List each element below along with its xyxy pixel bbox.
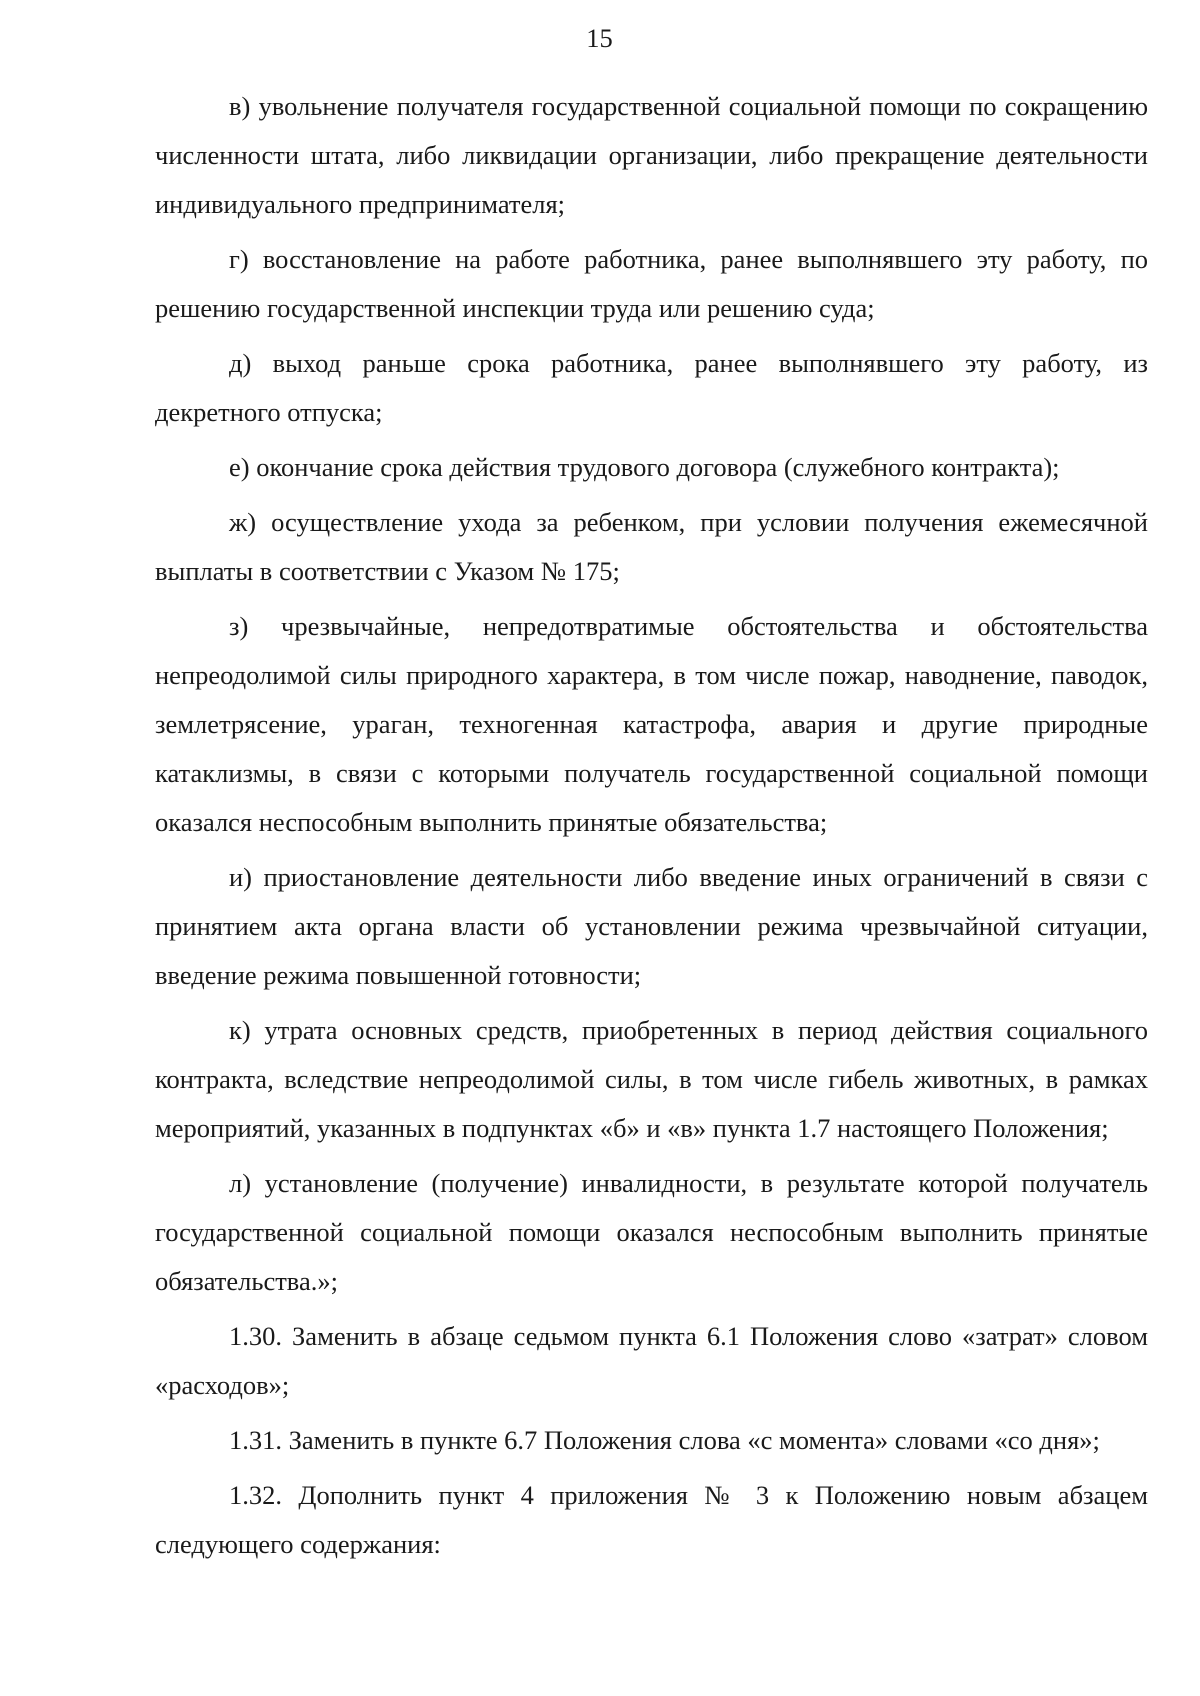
paragraph-1-32: 1.32. Дополнить пункт 4 приложения № 3 к Положению новым абзацем следующего содержания: [155,1480,1148,1559]
paragraph-e: е) окончание срока действия трудового договора (служебного контракта); [229,452,1060,482]
paragraph-z: з) чрезвычайные, непредотвратимые обстоятельства и обстоятельства непреодолимой силы природного характера, в том числе пожар, наводнение, паводок, землетрясение, ураган, техногенная катастрофа, авария и другие природные катаклизмы, в связи с которыми получатель государственной социальной помощи оказался неспособным выполнить принятые обязательства; [155,611,1148,837]
paragraph-1-31: 1.31. Заменить в пункте 6.7 Положения слова «с момента» словами «со дня»; [229,1425,1100,1455]
paragraph-d: д) выход раньше срока работника, ранее выполнявшего эту работу, из декретного отпуска; [155,348,1148,427]
paragraph-1-30: 1.30. Заменить в абзаце седьмом пункта 6.1 Положения слово «затрат» словом «расходов»; [155,1321,1148,1400]
paragraph-l: л) установление (получение) инвалидности, в результате которой получатель государственной социальной помощи оказался неспособным выполнить принятые обязательства.»; [155,1168,1148,1296]
paragraph-i: и) приостановление деятельности либо введение иных ограничений в связи с принятием акта органа власти об установлении режима чрезвычайной ситуации, введение режима повышенной готовности; [155,862,1148,990]
paragraph-v: в) увольнение получателя государственной социальной помощи по сокращению численности штата, либо ликвидации организации, либо прекращение деятельности индивидуального предпринимателя; [155,91,1148,219]
paragraph-zh: ж) осуществление ухода за ребенком, при условии получения ежемесячной выплаты в соответствии с Указом № 175; [155,507,1148,586]
paragraph-k: к) утрата основных средств, приобретенных в период действия социального контракта, вследствие непреодолимой силы, в том числе гибель животных, в рамках мероприятий, указанных в подпунктах «б» и «в» пункта 1.7 настоящего Положения; [155,1015,1148,1143]
paragraph-g: г) восстановление на работе работника, ранее выполнявшего эту работу, по решению государственной инспекции труда или решению суда; [155,244,1148,323]
page-number: 15 [586,23,613,53]
